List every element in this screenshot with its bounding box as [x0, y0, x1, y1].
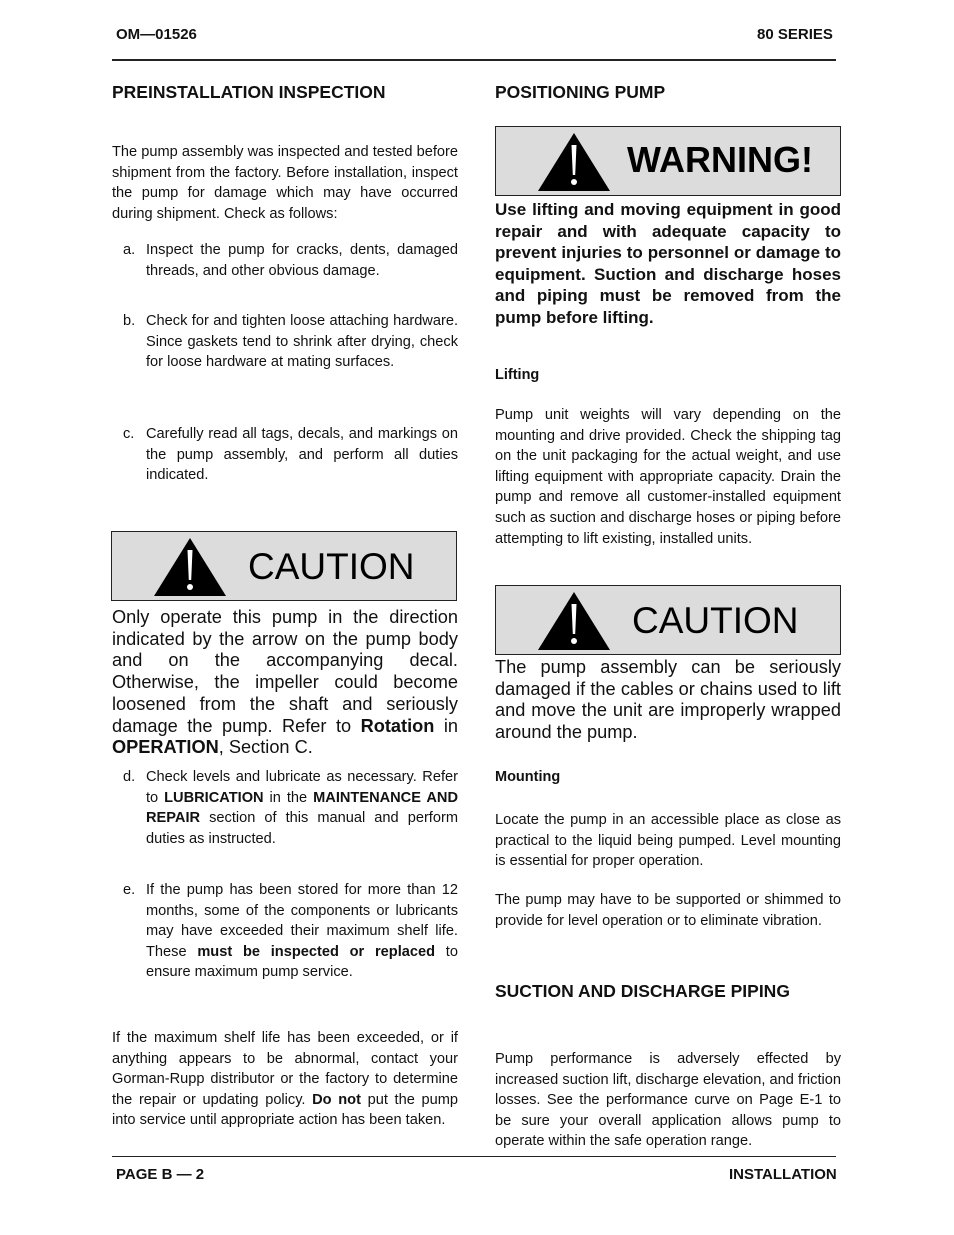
series-label: 80 SERIES	[757, 26, 833, 43]
lifting-text: Pump unit weights will vary depending on the mounting and drive provided. Check the shipping tag on the unit packaging for the actual weight, and use lifting equipment with appropriate capacity. Drain the pump and remove all customer-installed equipment such as suction and discharge hoses or piping before attempting to lift existing, installed units.	[495, 407, 841, 547]
list-item-label: e.	[123, 882, 136, 898]
list-item-d	[112, 767, 458, 849]
list-item-text	[146, 880, 458, 983]
list-item-label: b.	[123, 313, 136, 329]
list-item-label: a.	[123, 242, 136, 258]
suction-text: Pump performance is adversely effected by increased suction lift, discharge elevation, and friction losses. See the performance curve on Page E-1 to be sure your overall application allows pump to operate within the safe operation range.	[495, 1051, 841, 1150]
lifting-heading: Lifting	[495, 367, 540, 383]
header-rule	[112, 59, 836, 61]
text-part: in the	[263, 789, 314, 806]
suction-heading: SUCTION AND DISCHARGE PIPING	[495, 981, 790, 1001]
list-item-a	[112, 240, 458, 281]
closing-paragraph	[112, 1028, 458, 1131]
list-item-label: c.	[123, 426, 135, 442]
text-part: to ensure maximum pump service.	[146, 943, 458, 981]
warning-text: Use lifting and moving equipment in good repair and with adequate capacity to prevent injuries to personnel or damage to equipment. Suction and discharge hoses and piping must be removed from the pump before lifting.	[495, 200, 841, 327]
warning-triangle-icon	[152, 536, 228, 598]
text-part: put the pump into service until appropriate action has been taken.	[112, 1091, 459, 1129]
warning-title: WARNING!	[627, 139, 813, 180]
footer-rule	[112, 1156, 836, 1157]
list-item-text: Check for and tighten loose attaching hardware. Since gaskets tend to shrink after drying, check for loose hardware at mating surfaces.	[146, 313, 458, 371]
list-item-b	[112, 311, 458, 373]
page-number: PAGE B — 2	[116, 1166, 205, 1183]
caution-text-bold: OPERATION	[112, 737, 219, 758]
positioning-heading: POSITIONING PUMP	[495, 82, 666, 102]
caution-text-part: , Section C.	[218, 737, 313, 758]
mounting-text-2: The pump may have to be supported or shimmed to provide for level operation or to eliminate vibration.	[495, 892, 841, 929]
caution-text-right: The pump assembly can be seriously damaged if the cables or chains used to lift and move the unit are improperly wrapped around the pump.	[495, 657, 841, 743]
preinstallation-intro: The pump assembly was inspected and tested before shipment from the factory. Before installation, inspect the pump for damage which may have occurred during shipment. Check as follows:	[112, 144, 458, 222]
document-number: OM—01526	[116, 26, 197, 43]
mounting-text-1: Locate the pump in an accessible place as close as practical to the liquid being pumped. Level mounting is essential for proper operation.	[495, 812, 841, 870]
text-part: If the maximum shelf life has been exceeded, or if anything appears to be abnormal, contact your Gorman-Rupp distributor or the factory to determine the repair or updating policy.	[112, 1030, 458, 1108]
text-bold: must be inspected or replaced	[197, 943, 436, 960]
list-item-c	[112, 424, 458, 486]
caution-text-part: Only operate this pump in the direction indicated by the arrow on the pump body and on the accompanying decal. Otherwise, the impeller could become loosened from the shaft and seriously damage the pump. Refer to	[112, 607, 458, 736]
caution-title: CAUTION	[248, 546, 415, 587]
preinstallation-heading: PREINSTALLATION INSPECTION	[112, 82, 386, 102]
warning-triangle-icon	[536, 131, 612, 193]
list-item-text: Inspect the pump for cracks, dents, damaged threads, and other obvious damage.	[146, 242, 458, 279]
warning-triangle-icon	[536, 590, 612, 652]
caution-text-part: in	[434, 715, 458, 736]
caution-text-bold: Rotation	[360, 715, 435, 736]
text-bold: MAINTENANCE AND REPAIR	[146, 789, 458, 827]
text-part: Check levels and lubricate as necessary. Refer to	[146, 769, 458, 806]
caution-box-right	[495, 585, 841, 655]
list-item-e	[112, 880, 458, 983]
text-bold: Do not	[312, 1091, 361, 1108]
warning-box	[495, 126, 841, 196]
text-part: section of this manual and perform duties as instructed.	[146, 810, 458, 847]
caution-text-left	[112, 607, 458, 759]
caution-box-left	[111, 531, 457, 601]
list-item-label: d.	[123, 769, 136, 785]
list-item-text	[146, 767, 458, 849]
caution-title: CAUTION	[632, 600, 799, 641]
section-name: INSTALLATION	[729, 1166, 837, 1183]
text-bold: LUBRICATION	[164, 789, 264, 806]
list-item-text: Carefully read all tags, decals, and markings on the pump assembly, and perform all duties indicated.	[146, 426, 458, 484]
text-part: If the pump has been stored for more than 12 months, some of the components or lubricants may have exceeded their maximum shelf life. These	[146, 882, 458, 960]
mounting-heading: Mounting	[495, 769, 561, 785]
